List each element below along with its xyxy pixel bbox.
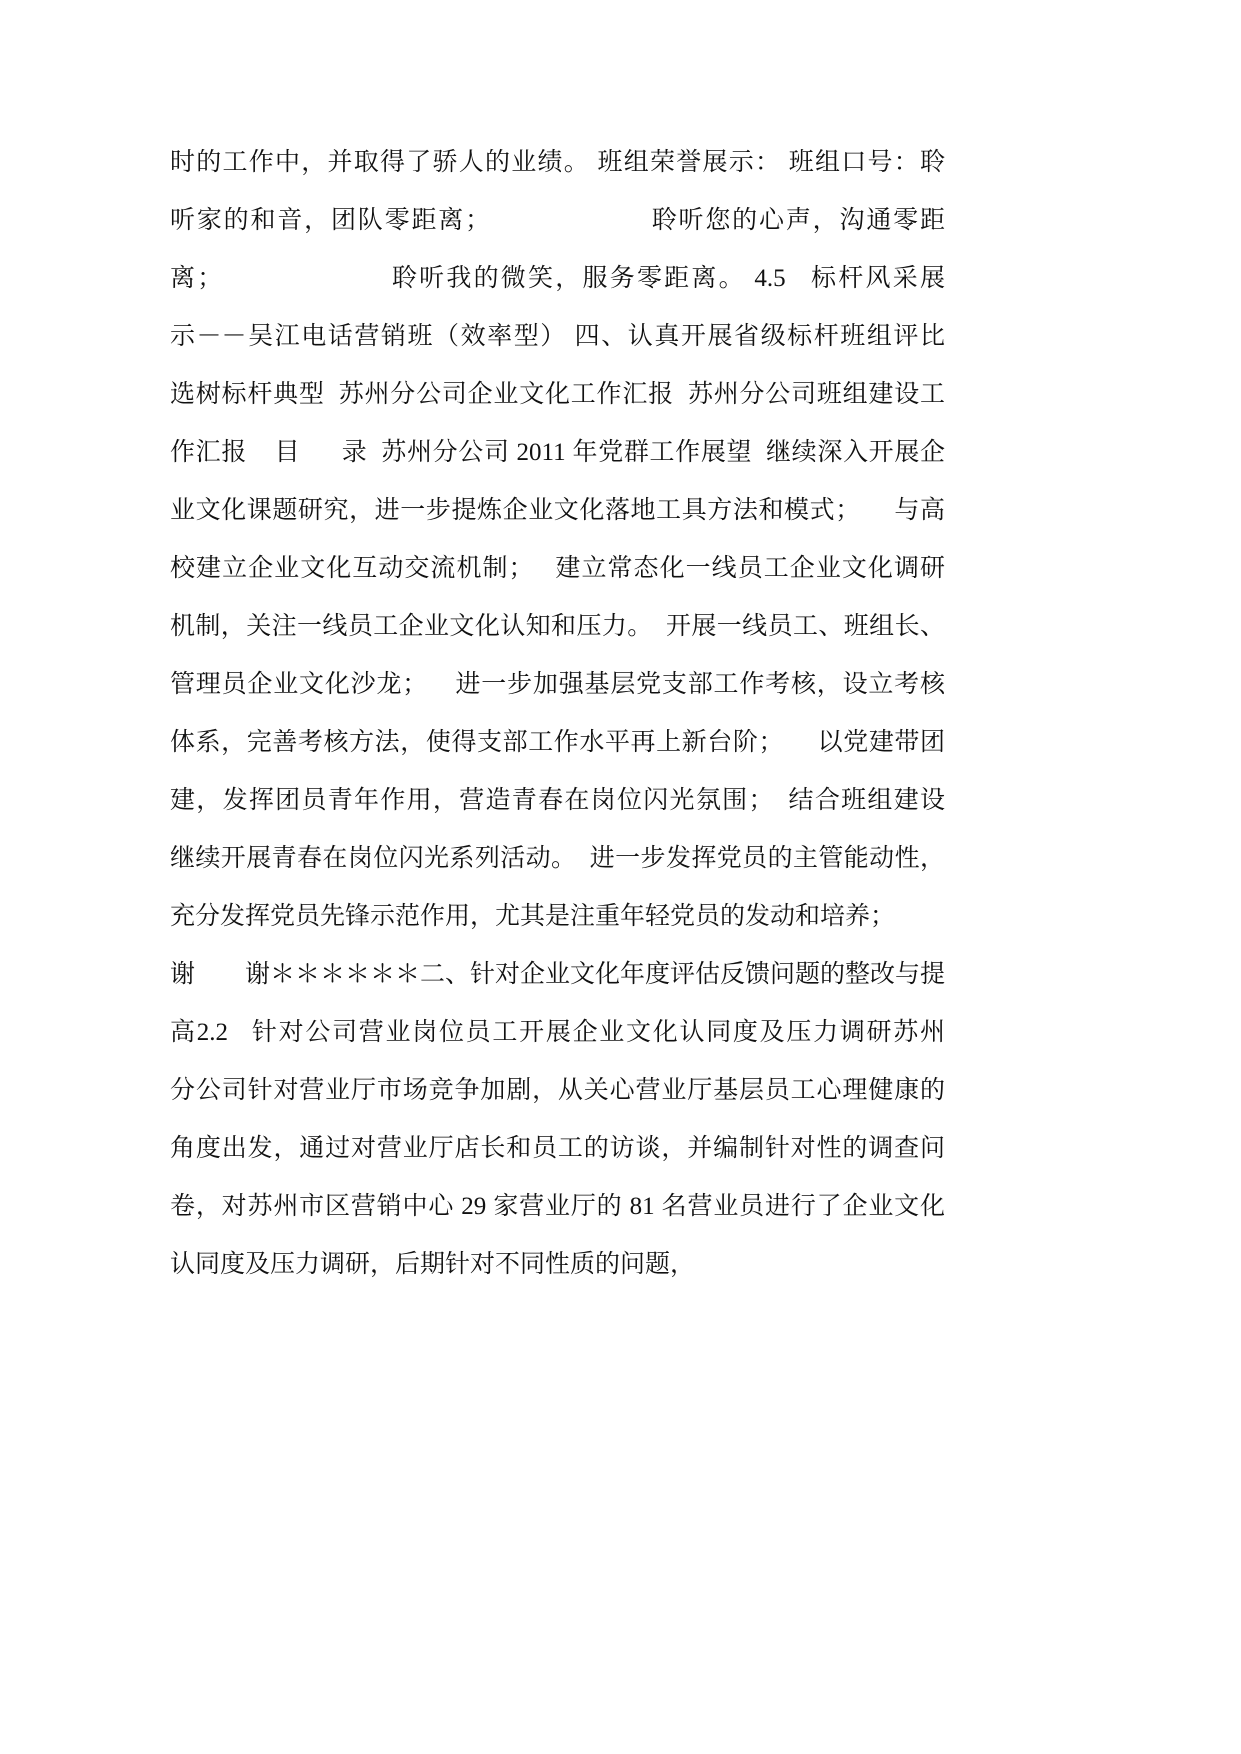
- text-line: 继续开展青春在岗位闪光系列活动。 进一步发挥党员的主管能动性，: [170, 845, 945, 872]
- text-line: 认同度及压力调研，后期针对不同性质的问题，: [170, 1251, 696, 1278]
- text-line: 校建立企业文化互动交流机制； 建立常态化一线员工企业文化调研: [170, 555, 945, 582]
- text-line: 机制，关注一线员工企业文化认知和压力。 开展一线员工、班组长、: [170, 613, 945, 640]
- text-line: 体系，完善考核方法，使得支部工作水平再上新台阶； 以党建带团: [170, 729, 945, 756]
- text-line: 充分发挥党员先锋示范作用，尤其是注重年轻党员的发动和培养；: [170, 903, 896, 930]
- text-line: 谢 谢＊＊＊＊＊＊二、针对企业文化年度评估反馈问题的整改与提: [170, 961, 945, 988]
- text-line: 时的工作中，并取得了骄人的业绩。 班组荣誉展示： 班组口号：聆: [170, 149, 945, 176]
- text-line: 离； 聆听我的微笑，服务零距离。 4.5 标杆风采展: [170, 265, 945, 292]
- text-line: 卷，对苏州市区营销中心 29 家营业厅的 81 名营业员进行了企业文化: [170, 1193, 945, 1220]
- text-line: 分公司针对营业厅市场竞争加剧，从关心营业厅基层员工心理健康的: [170, 1077, 945, 1104]
- text-line: 建，发挥团员青年作用，营造青春在岗位闪光氛围； 结合班组建设: [170, 787, 945, 814]
- text-line: 听家的和音，团队零距离； 聆听您的心声，沟通零距: [170, 207, 945, 234]
- text-line: 作汇报 目 录 苏州分公司 2011 年党群工作展望 继续深入开展企: [170, 439, 945, 466]
- text-line: 角度出发，通过对营业厅店长和员工的访谈，并编制针对性的调查问: [170, 1135, 945, 1162]
- text-line: 选树标杆典型 苏州分公司企业文化工作汇报 苏州分公司班组建设工: [170, 381, 945, 408]
- document-body: [170, 134, 945, 1294]
- text-line: 管理员企业文化沙龙； 进一步加强基层党支部工作考核，设立考核: [170, 671, 945, 698]
- text-line: 示－－吴江电话营销班（效率型） 四、认真开展省级标杆班组评比: [170, 323, 945, 350]
- text-line: 高2.2 针对公司营业岗位员工开展企业文化认同度及压力调研苏州: [170, 1019, 945, 1046]
- text-line: 业文化课题研究，进一步提炼企业文化落地工具方法和模式； 与高: [170, 497, 945, 524]
